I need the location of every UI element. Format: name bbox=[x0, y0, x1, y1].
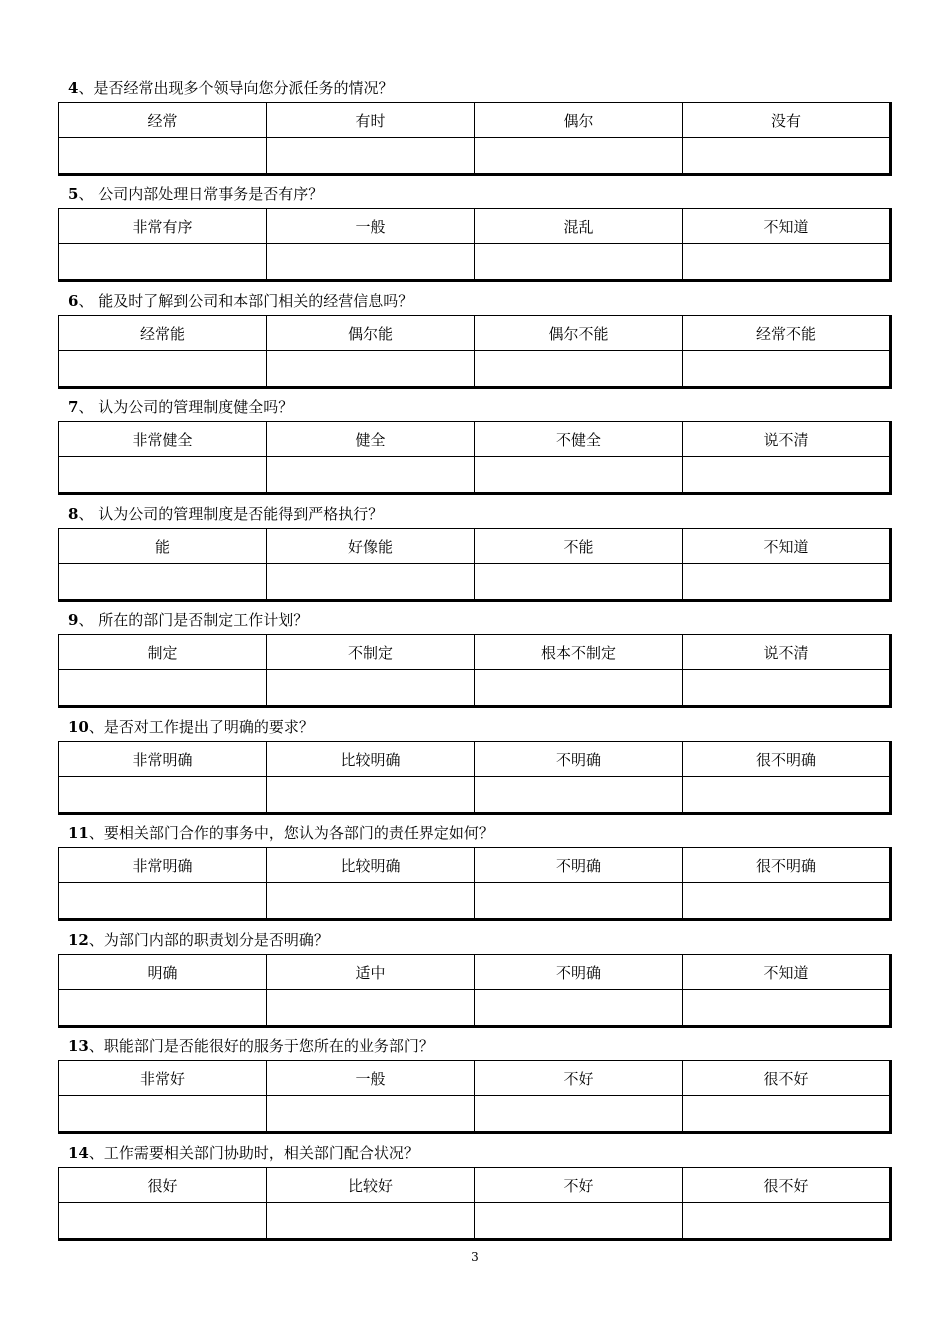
option-label: 没有 bbox=[683, 103, 891, 138]
answer-cell[interactable] bbox=[475, 457, 683, 494]
question-number: 4 bbox=[68, 79, 79, 97]
answer-table bbox=[58, 528, 892, 602]
option-label: 不好 bbox=[475, 1061, 683, 1096]
option-label: 非常明确 bbox=[59, 848, 267, 883]
question-separator: 、 bbox=[88, 824, 104, 842]
answer-cell[interactable] bbox=[683, 1096, 891, 1133]
option-label: 比较好 bbox=[267, 1168, 475, 1203]
option-label: 经常 bbox=[59, 103, 267, 138]
question-text: 为部门内部的职责划分是否明确？ bbox=[103, 931, 329, 949]
question-number: 12 bbox=[68, 931, 89, 949]
question-title bbox=[58, 713, 894, 741]
question-text: 是否经常出现多个领导向您分派任务的情况？ bbox=[93, 79, 394, 97]
answer-cell[interactable] bbox=[683, 138, 891, 175]
question-5 bbox=[58, 180, 894, 282]
option-label: 经常能 bbox=[59, 316, 267, 351]
question-13 bbox=[58, 1032, 894, 1134]
option-label: 非常好 bbox=[59, 1061, 267, 1096]
answer-table bbox=[58, 634, 892, 708]
option-label: 比较明确 bbox=[267, 848, 475, 883]
option-label: 不能 bbox=[475, 529, 683, 564]
question-separator: 、 bbox=[78, 292, 99, 310]
question-10 bbox=[58, 713, 894, 815]
question-separator: 、 bbox=[88, 718, 104, 736]
answer-cell[interactable] bbox=[475, 777, 683, 814]
answer-cell[interactable] bbox=[267, 138, 475, 175]
option-label: 很不好 bbox=[683, 1168, 891, 1203]
question-title bbox=[58, 74, 894, 102]
question-number: 5 bbox=[68, 185, 79, 203]
answer-cell[interactable] bbox=[475, 670, 683, 707]
option-label: 一般 bbox=[267, 1061, 475, 1096]
question-text: 公司内部处理日常事务是否有序？ bbox=[98, 185, 324, 203]
answer-cell[interactable] bbox=[59, 138, 267, 175]
question-number: 9 bbox=[68, 611, 79, 629]
question-number: 6 bbox=[68, 292, 79, 310]
question-4 bbox=[58, 74, 894, 176]
question-8 bbox=[58, 500, 894, 602]
answer-cell[interactable] bbox=[683, 244, 891, 281]
option-label: 说不清 bbox=[683, 422, 891, 457]
question-number: 11 bbox=[68, 824, 89, 842]
answer-cell[interactable] bbox=[59, 670, 267, 707]
question-12 bbox=[58, 926, 894, 1028]
answer-cell[interactable] bbox=[267, 670, 475, 707]
option-label: 很不明确 bbox=[683, 742, 891, 777]
question-9 bbox=[58, 606, 894, 708]
answer-cell[interactable] bbox=[475, 244, 683, 281]
question-title bbox=[58, 180, 894, 208]
question-title bbox=[58, 1032, 894, 1060]
answer-cell[interactable] bbox=[267, 1096, 475, 1133]
option-label: 适中 bbox=[267, 955, 475, 990]
question-text: 职能部门是否能很好的服务于您所在的业务部门？ bbox=[103, 1037, 434, 1055]
page-number: 3 bbox=[471, 1250, 479, 1264]
question-number: 8 bbox=[68, 505, 79, 523]
question-text: 能及时了解到公司和本部门相关的经营信息吗？ bbox=[98, 292, 414, 310]
answer-table bbox=[58, 102, 892, 176]
question-title bbox=[58, 500, 894, 528]
answer-cell[interactable] bbox=[59, 351, 267, 388]
option-label: 偶尔不能 bbox=[475, 316, 683, 351]
question-6 bbox=[58, 287, 894, 389]
answer-cell[interactable] bbox=[59, 1096, 267, 1133]
option-label: 不制定 bbox=[267, 635, 475, 670]
answer-cell[interactable] bbox=[267, 564, 475, 601]
answer-cell[interactable] bbox=[59, 244, 267, 281]
option-label: 不知道 bbox=[683, 209, 891, 244]
question-text: 是否对工作提出了明确的要求？ bbox=[103, 718, 314, 736]
answer-cell[interactable] bbox=[475, 1203, 683, 1240]
answer-cell[interactable] bbox=[683, 883, 891, 920]
answer-cell[interactable] bbox=[475, 138, 683, 175]
answer-table bbox=[58, 315, 892, 389]
question-11 bbox=[58, 819, 894, 921]
question-title bbox=[58, 287, 894, 315]
option-label: 不明确 bbox=[475, 848, 683, 883]
answer-table bbox=[58, 1060, 892, 1134]
answer-table bbox=[58, 1167, 892, 1241]
question-separator: 、 bbox=[78, 398, 99, 416]
question-separator: 、 bbox=[88, 1144, 104, 1162]
answer-cell[interactable] bbox=[59, 457, 267, 494]
option-label: 健全 bbox=[267, 422, 475, 457]
option-label: 很不好 bbox=[683, 1061, 891, 1096]
answer-table bbox=[58, 741, 892, 815]
option-label: 不知道 bbox=[683, 955, 891, 990]
answer-cell[interactable] bbox=[683, 990, 891, 1027]
answer-cell[interactable] bbox=[475, 1096, 683, 1133]
option-label: 不健全 bbox=[475, 422, 683, 457]
answer-cell[interactable] bbox=[475, 883, 683, 920]
answer-cell[interactable] bbox=[475, 351, 683, 388]
option-label: 明确 bbox=[59, 955, 267, 990]
answer-cell[interactable] bbox=[59, 564, 267, 601]
answer-cell[interactable] bbox=[59, 883, 267, 920]
question-number: 10 bbox=[68, 718, 89, 736]
answer-cell[interactable] bbox=[267, 351, 475, 388]
answer-cell[interactable] bbox=[475, 564, 683, 601]
answer-cell[interactable] bbox=[267, 883, 475, 920]
option-label: 偶尔能 bbox=[267, 316, 475, 351]
option-label: 好像能 bbox=[267, 529, 475, 564]
option-label: 能 bbox=[59, 529, 267, 564]
question-separator: 、 bbox=[78, 185, 99, 203]
question-separator: 、 bbox=[78, 79, 94, 97]
answer-cell[interactable] bbox=[683, 777, 891, 814]
option-label: 不明确 bbox=[475, 742, 683, 777]
option-label: 一般 bbox=[267, 209, 475, 244]
question-number: 14 bbox=[68, 1144, 89, 1162]
answer-cell[interactable] bbox=[267, 457, 475, 494]
option-label: 有时 bbox=[267, 103, 475, 138]
answer-cell[interactable] bbox=[683, 1203, 891, 1240]
option-label: 不明确 bbox=[475, 955, 683, 990]
option-label: 非常健全 bbox=[59, 422, 267, 457]
answer-cell[interactable] bbox=[683, 670, 891, 707]
option-label: 很不明确 bbox=[683, 848, 891, 883]
question-text: 认为公司的管理制度是否能得到严格执行？ bbox=[98, 505, 384, 523]
option-label: 不好 bbox=[475, 1168, 683, 1203]
question-title bbox=[58, 926, 894, 954]
answer-table bbox=[58, 208, 892, 282]
answer-cell[interactable] bbox=[59, 1203, 267, 1240]
question-separator: 、 bbox=[78, 505, 99, 523]
answer-table bbox=[58, 954, 892, 1028]
question-7 bbox=[58, 393, 894, 495]
question-text: 所在的部门是否制定工作计划？ bbox=[98, 611, 309, 629]
answer-cell[interactable] bbox=[59, 990, 267, 1027]
question-text: 工作需要相关部门协助时，相关部门配合状况？ bbox=[103, 1144, 419, 1162]
option-label: 根本不制定 bbox=[475, 635, 683, 670]
option-label: 混乱 bbox=[475, 209, 683, 244]
option-label: 经常不能 bbox=[683, 316, 891, 351]
question-14 bbox=[58, 1139, 894, 1241]
answer-cell[interactable] bbox=[59, 777, 267, 814]
option-label: 偶尔 bbox=[475, 103, 683, 138]
question-title bbox=[58, 393, 894, 421]
question-separator: 、 bbox=[78, 611, 99, 629]
question-text: 认为公司的管理制度健全吗？ bbox=[98, 398, 294, 416]
question-number: 7 bbox=[68, 398, 79, 416]
question-title bbox=[58, 606, 894, 634]
question-separator: 、 bbox=[88, 1037, 104, 1055]
answer-table bbox=[58, 847, 892, 921]
option-label: 很好 bbox=[59, 1168, 267, 1203]
answer-cell[interactable] bbox=[267, 1203, 475, 1240]
question-title bbox=[58, 819, 894, 847]
option-label: 非常明确 bbox=[59, 742, 267, 777]
option-label: 说不清 bbox=[683, 635, 891, 670]
answer-table bbox=[58, 421, 892, 495]
option-label: 非常有序 bbox=[59, 209, 267, 244]
option-label: 比较明确 bbox=[267, 742, 475, 777]
answer-cell[interactable] bbox=[267, 990, 475, 1027]
option-label: 不知道 bbox=[683, 529, 891, 564]
question-number: 13 bbox=[68, 1037, 89, 1055]
answer-cell[interactable] bbox=[267, 244, 475, 281]
question-title bbox=[58, 1139, 894, 1167]
answer-cell[interactable] bbox=[267, 777, 475, 814]
answer-cell[interactable] bbox=[683, 457, 891, 494]
question-separator: 、 bbox=[88, 931, 104, 949]
question-text: 要相关部门合作的事务中，您认为各部门的责任界定如何？ bbox=[103, 824, 494, 842]
option-label: 制定 bbox=[59, 635, 267, 670]
answer-cell[interactable] bbox=[683, 564, 891, 601]
answer-cell[interactable] bbox=[475, 990, 683, 1027]
answer-cell[interactable] bbox=[683, 351, 891, 388]
